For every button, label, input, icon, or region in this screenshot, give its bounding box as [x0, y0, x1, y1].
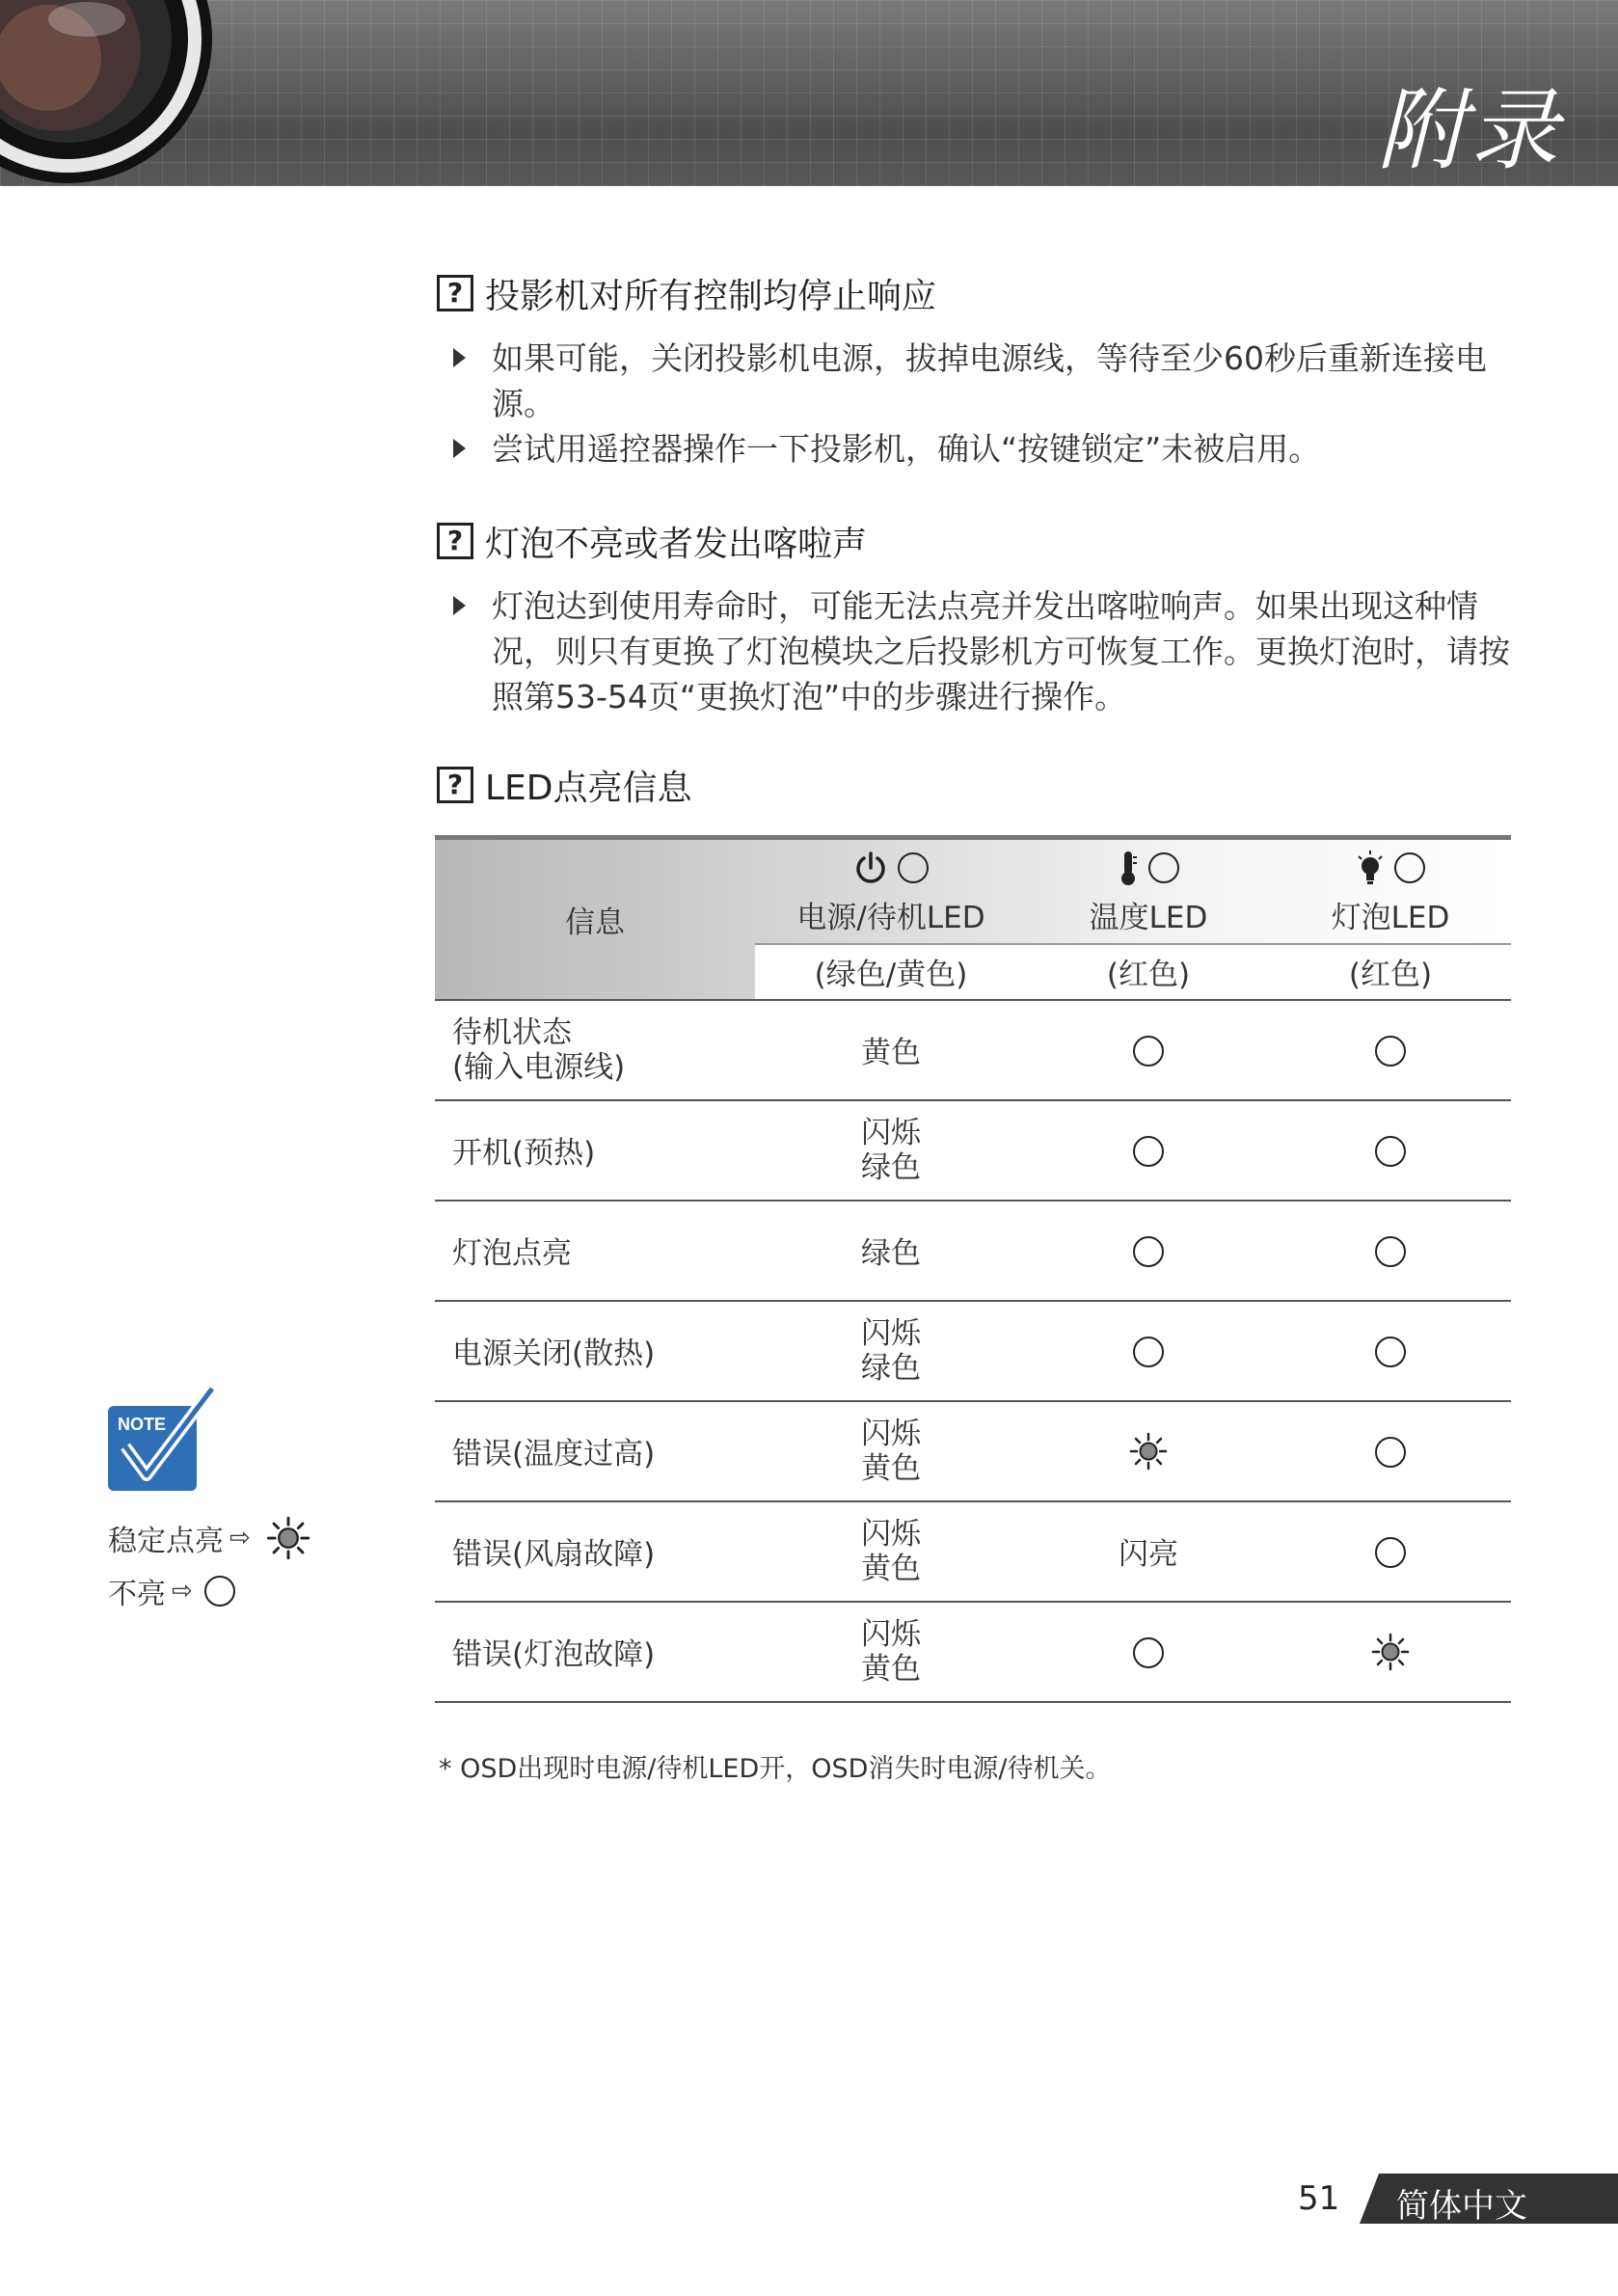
row-info: 错误(风扇故障) [435, 1501, 755, 1602]
thermometer-icon [1118, 850, 1139, 886]
footer-language: 简体中文 [1396, 2187, 1527, 2226]
led-off-icon [1133, 1236, 1164, 1267]
temp-led-state: 闪亮 [1027, 1501, 1270, 1602]
question-icon: ? [437, 275, 473, 311]
row-info: 错误(温度过高) [435, 1401, 755, 1501]
table-row [435, 1201, 1511, 1301]
lamp-led-color: (红色) [1270, 944, 1511, 1000]
row-info: 错误(灯泡故障) [435, 1602, 755, 1702]
table-row [435, 1301, 1511, 1401]
power-led-state: 闪烁 绿色 [755, 1301, 1027, 1401]
bullet-arrow-icon [453, 439, 466, 458]
table-row [435, 1000, 1511, 1100]
column-header-temp-led: 温度LED [1027, 838, 1270, 944]
legend-on: 稳定点亮 ⇨ [108, 1516, 310, 1560]
lens-icon [0, 0, 231, 186]
note-icon [106, 1387, 217, 1493]
section-title: 投影机对所有控制均停止响应 [485, 276, 937, 316]
header-banner [0, 0, 1618, 186]
lamp-led-state [1270, 1000, 1511, 1100]
led-off-icon [1375, 1136, 1406, 1167]
power-led-state: 闪烁 黄色 [755, 1401, 1027, 1501]
table-row [435, 1401, 1511, 1501]
led-off-icon [1375, 1036, 1406, 1067]
row-info: 灯泡点亮 [435, 1201, 755, 1301]
led-off-icon [1133, 1637, 1164, 1668]
power-icon [853, 851, 888, 885]
note-badge-label: NOTE [118, 1415, 167, 1434]
page-number: 51 [1298, 2179, 1340, 2218]
led-off-icon [1375, 1437, 1406, 1468]
row-info: 开机(预热) [435, 1100, 755, 1201]
row-info: 电源关闭(散热) [435, 1301, 755, 1401]
lamp-led-state [1270, 1401, 1511, 1501]
list-item: 灯泡达到使用寿命时，可能无法点亮并发出喀啦响声。如果出现这种情况，则只有更换了灯泡模块之后投影机方可恢复工作。更换灯泡时，请按照第53-54页“更换灯泡”中的步骤进行操作。 [445, 583, 1516, 719]
power-led-state: 闪烁 绿色 [755, 1100, 1027, 1201]
led-off-icon [1148, 852, 1179, 883]
question-icon: ? [437, 767, 473, 803]
footnote: * OSD出现时电源/待机LED开，OSD消失时电源/待机关。 [439, 1754, 1112, 1784]
bullet-list [445, 336, 1516, 472]
led-off-icon [1133, 1136, 1164, 1167]
section-title: 灯泡不亮或者发出喀啦声 [485, 524, 868, 564]
led-off-icon [1375, 1236, 1406, 1267]
temp-led-state [1027, 1000, 1270, 1100]
section-heading-lamp [437, 518, 867, 564]
lamp-led-state [1270, 1100, 1511, 1201]
column-header-info: 信息 [435, 838, 755, 1000]
lightbulb-icon [1356, 850, 1385, 886]
temp-led-state [1027, 1301, 1270, 1401]
column-header-power-led: 电源/待机LED [755, 838, 1027, 944]
question-icon: ? [437, 523, 473, 559]
arrow-right-icon: ⇨ [172, 1577, 193, 1606]
led-off-icon [1394, 852, 1425, 883]
bullet-arrow-icon [453, 348, 466, 367]
temp-led-state [1027, 1602, 1270, 1702]
table-row [435, 1100, 1511, 1201]
list-item: 如果可能，关闭投影机电源，拔掉电源线，等待至少60秒后重新连接电源。 [445, 336, 1516, 426]
led-off-icon [1375, 1337, 1406, 1367]
power-led-state: 闪烁 黄色 [755, 1501, 1027, 1602]
led-off-icon [204, 1576, 235, 1607]
power-led-state: 黄色 [755, 1000, 1027, 1100]
led-on-icon [1129, 1432, 1168, 1471]
lamp-led-state [1270, 1301, 1511, 1401]
led-off-icon [1133, 1036, 1164, 1067]
temp-led-state [1027, 1401, 1270, 1501]
power-led-color: (绿色/黄色) [755, 944, 1027, 1000]
led-off-icon [898, 852, 929, 883]
section-heading-led-info [437, 762, 692, 808]
lamp-led-state [1270, 1501, 1511, 1602]
temp-led-state [1027, 1100, 1270, 1201]
bullet-arrow-icon [453, 596, 466, 615]
led-status-table [435, 835, 1511, 1703]
led-off-icon [1133, 1337, 1164, 1367]
lamp-led-state [1270, 1602, 1511, 1702]
page-title: 附录 [1376, 79, 1562, 182]
power-led-state: 闪烁 黄色 [755, 1602, 1027, 1702]
section-heading-no-response [437, 270, 936, 316]
power-led-state: 绿色 [755, 1201, 1027, 1301]
row-info: 待机状态 (输入电源线) [435, 1000, 755, 1100]
led-on-icon [1371, 1633, 1410, 1671]
arrow-right-icon: ⇨ [229, 1524, 251, 1553]
list-item: 尝试用遥控器操作一下投影机，确认“按键锁定”未被启用。 [445, 426, 1516, 472]
legend-off: 不亮 ⇨ [108, 1570, 235, 1612]
bullet-list [445, 583, 1516, 719]
led-off-icon [1375, 1537, 1406, 1568]
temp-led-state [1027, 1201, 1270, 1301]
lamp-led-state [1270, 1201, 1511, 1301]
temp-led-color: (红色) [1027, 944, 1270, 1000]
section-title: LED点亮信息 [485, 768, 692, 808]
led-on-icon [266, 1516, 310, 1560]
column-header-lamp-led: 灯泡LED [1270, 838, 1511, 944]
table-row [435, 1501, 1511, 1602]
table-row [435, 1602, 1511, 1702]
